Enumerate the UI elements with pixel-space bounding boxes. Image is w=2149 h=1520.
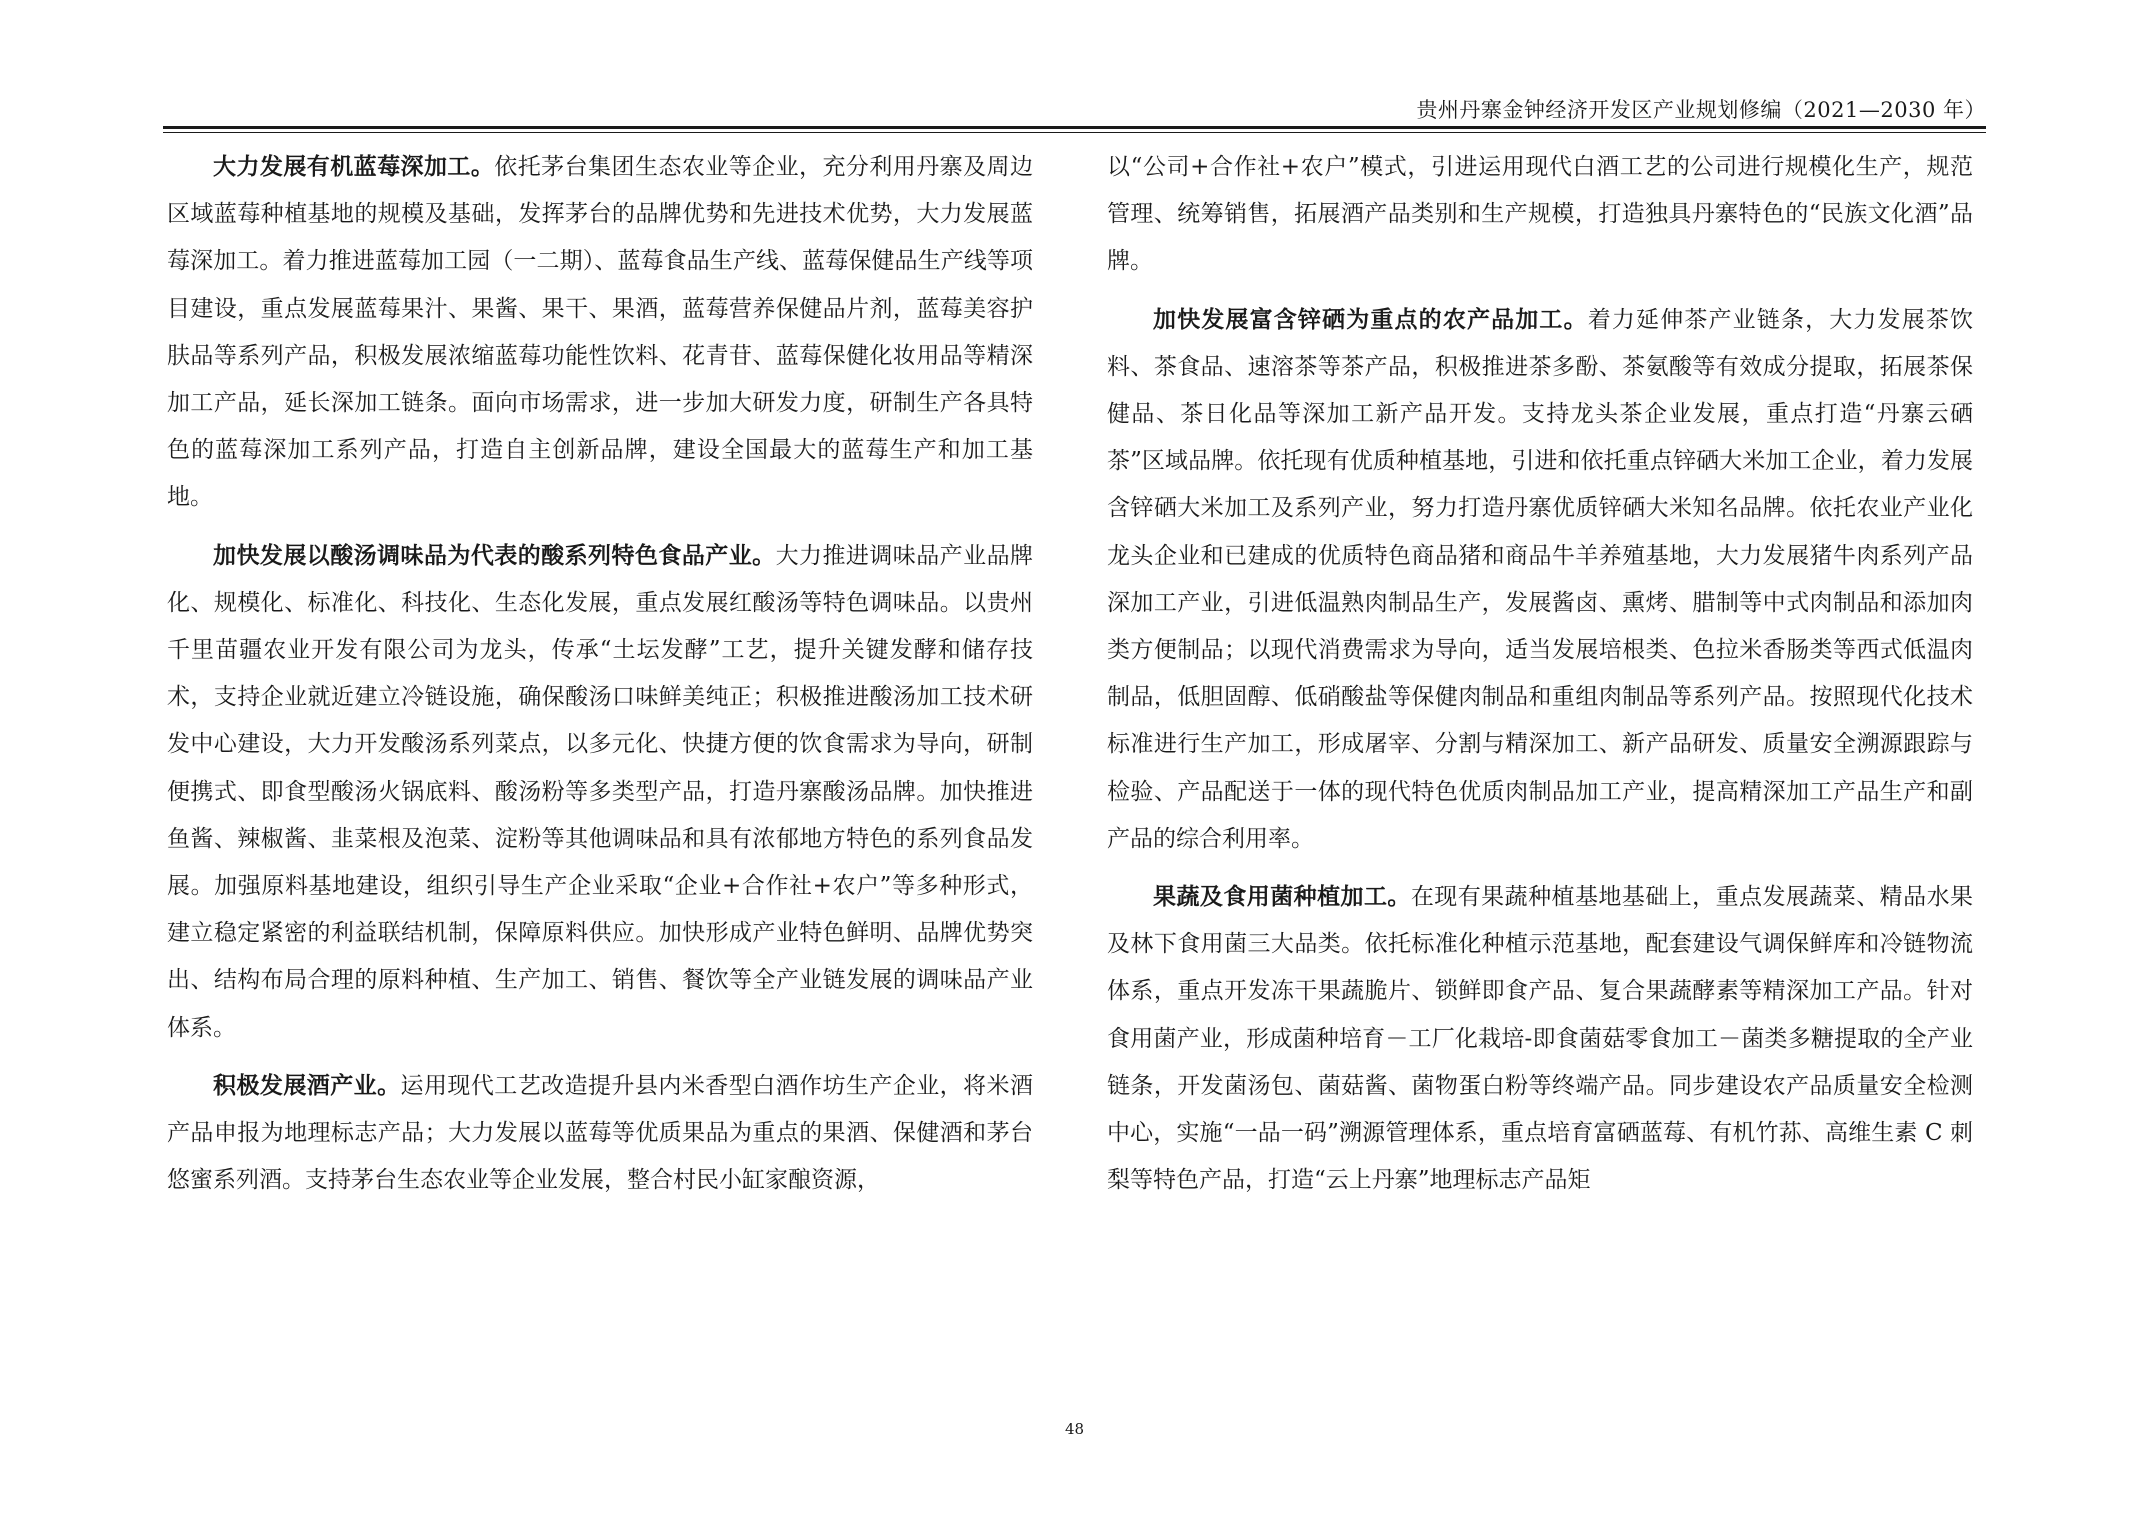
header-title: 贵州丹寨金钟经济开发区产业规划修编（2021—2030 年）: [1416, 98, 1986, 122]
paragraph-heading: 加快发展以酸汤调味品为代表的酸系列特色食品产业。: [213, 542, 776, 569]
paragraph-text: 在现有果蔬种植基地基础上，重点发展蔬菜、精品水果及林下食用菌三大品类。依托标准化种植示范基地，配套建设气调保鲜库和冷链物流体系，重点开发冻干果蔬脆片、锁鲜即食产品、复合果蔬酵素等精深加工产品。针对食用菌产业，形成菌种培育－工厂化栽培-即食菌菇零食加工－菌类多糖提取的全产业链条，开发菌汤包、菌菇酱、菌物蛋白粉等终端产品。同步建设农产品质量安全检测中心，实施“一品一码”溯源管理体系，重点培育富硒蓝莓、有机竹荪、高维生素 C 刺梨等特色产品，打造“云上丹寨”地理标志产品矩: [1107, 884, 1974, 1194]
paragraph-blueberry: [167, 144, 1033, 522]
paragraph-heading: 积极发展酒产业。: [213, 1072, 401, 1099]
paragraph-liquor-continued: 以“公司+合作社+农户”模式，引进运用现代白酒工艺的公司进行规模化生产，规范管理、统筹销售，拓展酒产品类别和生产规模，打造独具丹寨特色的“民族文化酒”品牌。: [1107, 154, 1973, 275]
paragraph-text: 着力延伸茶产业链条，大力发展茶饮料、茶食品、速溶茶等茶产品，积极推进茶多酚、茶氨酸等有效成分提取，拓展茶保健品、茶日化品等深加工新产品开发。支持龙头茶企业发展，重点打造“丹寨云硒茶”区域品牌。依托现有优质种植基地，引进和依托重点锌硒大米加工企业，着力发展含锌硒大米加工及系列产业，努力打造丹寨优质锌硒大米知名品牌。依托农业产业化龙头企业和已建成的优质特色商品猪和商品牛羊养殖基地，大力发展猪牛肉系列产品深加工产业，引进低温熟肉制品生产，发展酱卤、熏烤、腊制等中式肉制品和添加肉类方便制品；以现代消费需求为导向，适当发展培根类、色拉米香肠类等西式低温肉制品，低胆固醇、低硝酸盐等保健肉制品和重组肉制品等系列产品。按照现代化技术标准进行生产加工，形成屠宰、分割与精深加工、新产品研发、质量安全溯源跟踪与检验、产品配送于一体的现代特色优质肉制品加工产业，提高精深加工产品生产和副产品的综合利用率。: [1107, 306, 1974, 852]
header-rule-thin: [163, 132, 1986, 133]
page-header: [163, 90, 1986, 130]
page-number: 48: [1064, 1420, 1085, 1438]
paragraph-sour-soup: [167, 533, 1033, 1052]
header-rule-thick: [163, 126, 1986, 129]
paragraph-fruit-veg-fungi: [1107, 874, 1973, 1204]
paragraph-heading: 加快发展富含锌硒为重点的农产品加工。: [1153, 306, 1588, 333]
paragraph-text: 大力推进调味品产业品牌化、规模化、标准化、科技化、生态化发展，重点发展红酸汤等特色调味品。以贵州千里苗疆农业开发有限公司为龙头，传承“土坛发酵”工艺，提升关键发酵和储存技术，支持企业就近建立冷链设施，确保酸汤口味鲜美纯正；积极推进酸汤加工技术研发中心建设，大力开发酸汤系列菜点，以多元化、快捷方便的饮食需求为导向，研制便携式、即食型酸汤火锅底料、酸汤粉等多类型产品，打造丹寨酸汤品牌。加快推进鱼酱、辣椒酱、韭菜根及泡菜、淀粉等其他调味品和具有浓郁地方特色的系列食品发展。加强原料基地建设，组织引导生产企业采取“企业+合作社+农户”等多种形式，建立稳定紧密的利益联结机制，保障原料供应。加快形成产业特色鲜明、品牌优势突出、结构布局合理的原料种植、生产加工、销售、餐饮等全产业链发展的调味品产业体系。: [167, 542, 1034, 1041]
left-column: [167, 144, 1033, 1204]
paragraph-text: 依托茅台集团生态农业等企业，充分利用丹寨及周边区域蓝莓种植基地的规模及基础，发挥茅台的品牌优势和先进技术优势，大力发展蓝莓深加工。着力推进蓝莓加工园（一二期）、蓝莓食品生产线、蓝莓保健品生产线等项目建设，重点发展蓝莓果汁、果酱、果干、果酒，蓝莓营养保健品片剂，蓝莓美容护肤品等系列产品，积极发展浓缩蓝莓功能性饮料、花青苷、蓝莓保健化妆用品等精深加工产品，延长深加工链条。面向市场需求，进一步加大研发力度，研制生产各具特色的蓝莓深加工系列产品，打造自主创新品牌，建设全国最大的蓝莓生产和加工基地。: [167, 154, 1034, 511]
paragraph-heading: 果蔬及食用菌种植加工。: [1153, 884, 1411, 911]
paragraph-heading: 大力发展有机蓝莓深加工。: [213, 154, 495, 180]
paragraph-zinc-selenium: [1107, 297, 1973, 863]
right-column: [1107, 144, 1973, 1204]
paragraph-liquor: [167, 1063, 1033, 1205]
paragraph-text: 运用现代工艺改造提升县内米香型白酒作坊生产企业，将米酒产品申报为地理标志产品；大力发展以蓝莓等优质果品为重点的果酒、保健酒和茅台悠蜜系列酒。支持茅台生态农业等企业发展，整合村民小缸家酿资源，: [167, 1072, 1034, 1194]
